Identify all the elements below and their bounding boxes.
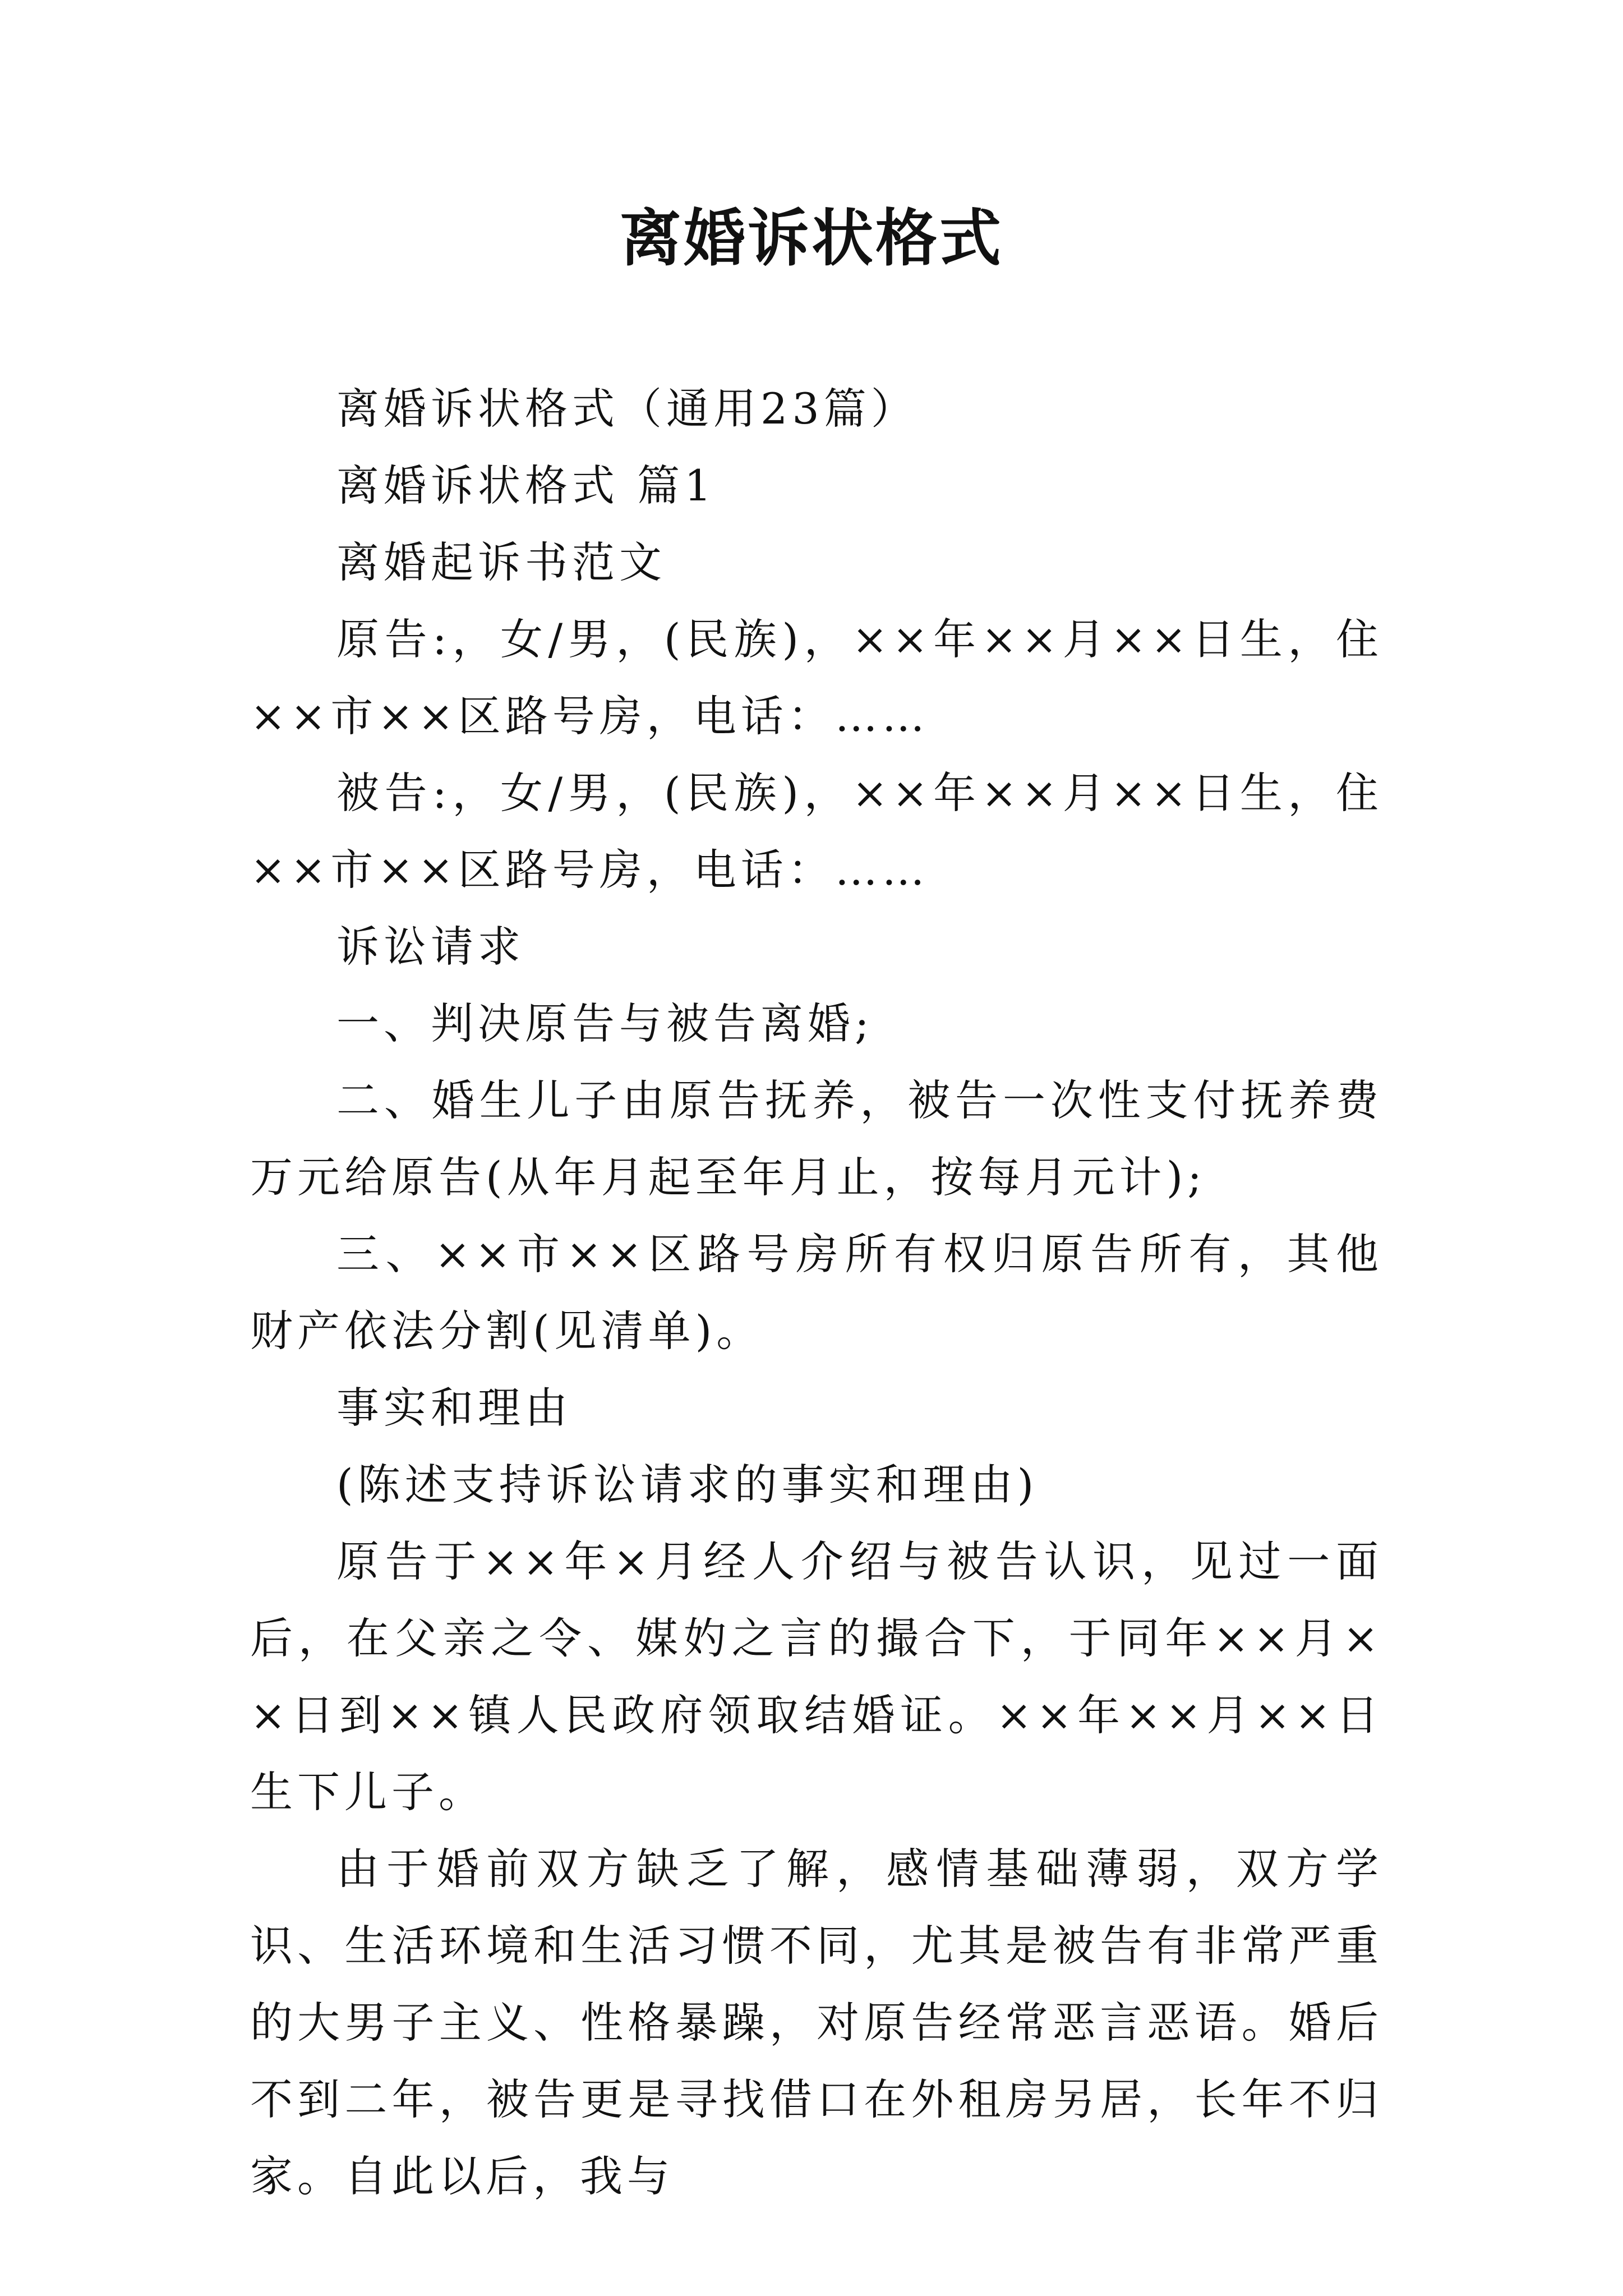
document-body <box>250 370 1383 2215</box>
paragraph-claim-2: 二、婚生儿子由原告抚养，被告一次性支付抚养费万元给原告(从年月起至年月止，按每月元计); <box>250 1075 1383 1202</box>
paragraph-section-heading: 离婚诉状格式 篇1 <box>336 461 716 510</box>
paragraph-claim-3: 三、××市××区路号房所有权归原告所有，其他财产依法分割(见清单)。 <box>250 1229 1383 1356</box>
paragraph-sample-title: 离婚起诉书范文 <box>336 537 666 587</box>
paragraph-subtitle: 离婚诉状格式（通用23篇） <box>336 384 918 434</box>
paragraph-defendant: 被告:，女/男，(民族)，××年××月××日生，住××市××区路号房，电话：…… <box>250 768 1383 895</box>
document-title: 离婚诉状格式 <box>620 202 1003 274</box>
paragraph-claim-1: 一、判决原告与被告离婚; <box>336 999 874 1048</box>
paragraph-claims-heading: 诉讼请求 <box>336 922 525 972</box>
paragraph-facts-2: 由于婚前双方缺乏了解，感情基础薄弱，双方学识、生活环境和生活习惯不同，尤其是被告有非常严重的大男子主义、性格暴躁，对原告经常恶言恶语。婚后不到二年，被告更是寻找借口在外租房另居，长年不归家。自此以后，我与 <box>250 1844 1383 2201</box>
paragraph-facts-heading: 事实和理由 <box>336 1383 572 1433</box>
paragraph-facts-note: (陈述支持诉讼请求的事实和理由) <box>336 1460 1039 1510</box>
paragraph-plaintiff: 原告:，女/男，(民族)，××年××月××日生，住××市××区路号房，电话：…… <box>250 614 1383 741</box>
paragraph-facts-1: 原告于××年×月经人介绍与被告认识，见过一面后，在父亲之令、媒妁之言的撮合下，于同年××月××日到××镇人民政府领取结婚证。××年××月××日生下儿子。 <box>250 1536 1383 1817</box>
